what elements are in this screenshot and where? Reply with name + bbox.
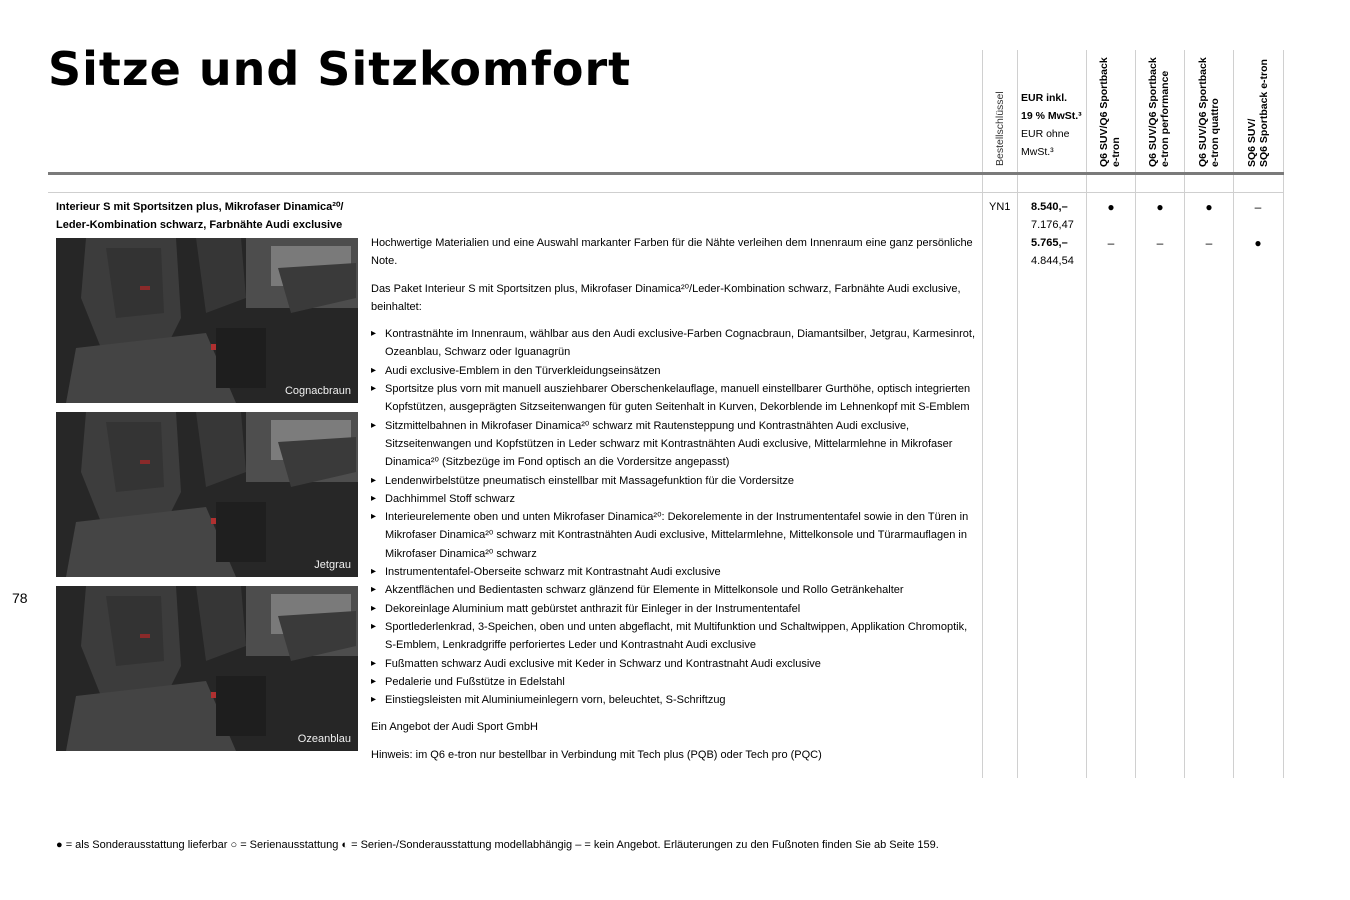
header-price [1021, 89, 1085, 161]
list-item: ▸ Einstiegsleisten mit Aluminiumeinlegern vorn, beleuchtet, S-Schriftzug [371, 691, 977, 709]
list-item: ▸ Akzentflächen und Bedientasten schwarz glänzend für Elemente in Mittelkonsole und Rollo Getränkehalter [371, 581, 977, 599]
price-excl: 4.844,54 [1031, 255, 1074, 267]
availability-mark: – [1254, 200, 1262, 214]
package-description [371, 234, 977, 773]
list-item: ▸ Sportlederlenkrad, 3-Speichen, oben und unten abgeflacht, mit Multifunktion und Schaltwippen, Applikation Chromoptik, S-Emblem, Lenkradgriffe perforiertes Leder und Kontrastnaht Audi exclusive [371, 618, 977, 655]
list-item: ▸ Pedalerie und Fußstütze in Edelstahl [371, 673, 977, 691]
seat-illustration [56, 412, 358, 577]
offer-text: Ein Angebot der Audi Sport GmbH [371, 721, 538, 734]
header-model-line: Q6 SUV/Q6 Sportback [1197, 57, 1209, 167]
order-code: YN1 [989, 201, 1011, 213]
header-model-line: Q6 SUV/Q6 Sportback [1147, 57, 1159, 167]
col-divider [1233, 50, 1234, 778]
header-price-incl-2: 19 % MwSt.³ [1021, 110, 1082, 122]
page-title: Sitze und Sitzkomfort [48, 42, 632, 96]
list-item: ▸ Audi exclusive-Emblem in den Türverkleidungseinsätzen [371, 362, 977, 380]
legend: ● = als Sonderausstattung lieferbar ○ = Serienausstattung ◐ = Serien-/Sonderausstattung modellabhängig – = kein Angebot. Erläuterungen zu den Fußnoten finden Sie ab Seite 159. [56, 839, 939, 851]
package-title-line: Leder-Kombination schwarz, Farbnähte Audi exclusive [56, 219, 343, 231]
package-title-line: Interieur S mit Sportsitzen plus, Mikrofaser Dinamica²⁰/ [56, 201, 344, 213]
list-item: ▸ Dekoreinlage Aluminium matt gebürstet anthrazit für Einleger in der Instrumententafel [371, 600, 977, 618]
seat-illustration [56, 238, 358, 403]
list-item: ▸ Instrumententafel-Oberseite schwarz mit Kontrastnaht Audi exclusive [371, 563, 977, 581]
price-row-1 [1031, 198, 1074, 234]
note-text: Hinweis: im Q6 e-tron nur bestellbar in Verbindung mit Tech plus (PQB) oder Tech pro (PQC) [371, 748, 822, 761]
list-item: ▸ Sitzmittelbahnen in Mikrofaser Dinamica²⁰ schwarz mit Rautensteppung und Kontrastnähten Audi exclusive, Sitzseitenwangen und Kopfstützen in Leder schwarz mit Kontrastnähten Audi exclusive, Mittelarmlehne in Mikrofaser Dinamica²⁰ (Sitzbezüge im Fond optisch an die Vordersitze angepasst) [371, 417, 977, 472]
seat-image-jetgrau [56, 412, 358, 577]
header-model-line: e-tron quattro [1209, 98, 1221, 167]
price-incl: 5.765,– [1031, 237, 1068, 249]
list-item: ▸ Fußmatten schwarz Audi exclusive mit Keder in Schwarz und Kontrastnaht Audi exclusive [371, 655, 977, 673]
contains-text: Das Paket Interieur S mit Sportsitzen plus, Mikrofaser Dinamica²⁰/Leder-Kombination schwarz, Farbnähte Audi exclusive, beinhaltet: [371, 282, 961, 313]
col-divider [1017, 50, 1018, 778]
availability-mark: ● [1107, 200, 1115, 214]
availability-mark: ● [1156, 200, 1164, 214]
header-model-line: e-tron [1110, 137, 1122, 167]
intro-text: Hochwertige Materialien und eine Auswahl markanter Farben für die Nähte verleihen dem Innenraum eine ganz persönliche Note. [371, 237, 973, 268]
header-rule [48, 172, 1284, 175]
col-divider [1135, 50, 1136, 778]
col-divider [982, 50, 983, 778]
header-order-key: Bestellschlüssel [994, 91, 1006, 166]
seat-image-ozeanblau [56, 586, 358, 751]
image-caption: Ozeanblau [297, 733, 351, 745]
availability-mark: – [1156, 236, 1164, 250]
image-caption: Jetgrau [314, 559, 351, 571]
header-model-1 [1098, 57, 1122, 167]
availability-mark: – [1107, 236, 1115, 250]
availability-mark: ● [1254, 236, 1262, 250]
header-model-line: SQ6 Sportback e-tron [1258, 59, 1270, 167]
header-price-excl-2: MwSt.³ [1021, 146, 1054, 158]
seat-image-cognacbraun [56, 238, 358, 403]
header-model-line: e-tron performance [1159, 70, 1171, 167]
list-item: ▸ Sportsitze plus vorn mit manuell ausziehbarer Oberschenkelauflage, manuell einstellbarer Gurthöhe, optisch integrierten Kopfstützen, ausgeprägten Sitzseitenwangen für guten Seitenhalt in Kurven, Dekorblende im Lehnenkopf mit S-Emblem [371, 380, 977, 417]
list-item: ▸ Interieurelemente oben und unten Mikrofaser Dinamica²⁰: Dekorelemente in der Instrumententafel sowie in den Türen in Mikrofaser Dinamica²⁰ schwarz mit Kontrastnähten Audi exclusive, Mittelarmlehne, Mittelkonsole und Türarmauflagen in Mikrofaser Dinamica²⁰ schwarz [371, 508, 977, 563]
header-price-incl-1: EUR inkl. [1021, 92, 1068, 104]
page-number: 78 [12, 590, 28, 606]
col-divider [1086, 50, 1087, 778]
availability-mark: – [1205, 236, 1213, 250]
list-item: ▸ Dachhimmel Stoff schwarz [371, 490, 977, 508]
price-excl: 7.176,47 [1031, 219, 1074, 231]
seat-illustration [56, 586, 358, 751]
header-model-line: SQ6 SUV/ [1246, 118, 1258, 167]
image-caption: Cognacbraun [284, 385, 351, 397]
header-model-line: Q6 SUV/Q6 Sportback [1098, 57, 1110, 167]
price-row-2 [1031, 234, 1074, 270]
header-price-excl-1: EUR ohne [1021, 128, 1070, 140]
feature-list [371, 325, 977, 709]
package-title [56, 198, 356, 234]
header-model-2 [1147, 57, 1171, 167]
col-divider [1283, 50, 1284, 778]
row-rule [48, 192, 1284, 193]
col-divider [1184, 50, 1185, 778]
price-incl: 8.540,– [1031, 201, 1068, 213]
header-model-3 [1197, 57, 1221, 167]
list-item: ▸ Kontrastnähte im Innenraum, wählbar aus den Audi exclusive-Farben Cognacbraun, Diamantsilber, Jetgrau, Karmesinrot, Ozeanblau, Schwarz oder Iguanagrün [371, 325, 977, 362]
list-item: ▸ Lendenwirbelstütze pneumatisch einstellbar mit Massagefunktion für die Vordersitze [371, 472, 977, 490]
header-model-4 [1246, 59, 1270, 167]
availability-mark: ● [1205, 200, 1213, 214]
